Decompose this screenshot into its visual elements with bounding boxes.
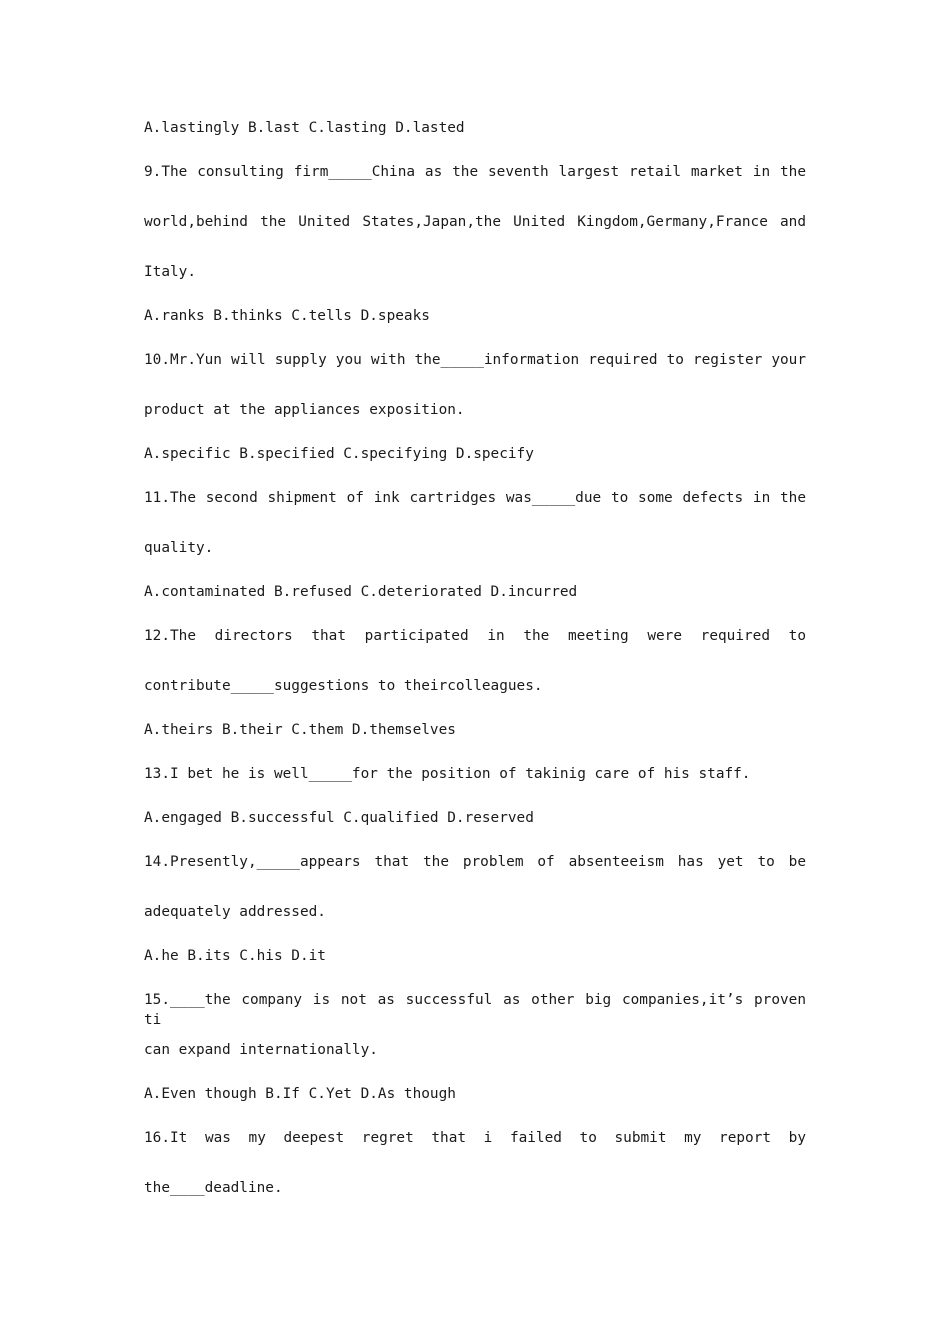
question-15-line-2: can expand internationally.: [144, 1042, 378, 1058]
options-line-15: A.Even though B.If C.Yet D.As though: [144, 1086, 456, 1102]
options-line-11: A.contaminated B.refused C.deteriorated D.incurred: [144, 584, 578, 600]
question-16-line-2: the____deadline.: [144, 1180, 283, 1196]
options-line-10: A.specific B.specified C.specifying D.specify: [144, 446, 534, 462]
question-10-line-1: 10.Mr.Yun will supply you with the_____information required to register your: [144, 352, 806, 368]
document-page: [144, 118, 806, 1198]
options-line-8: A.lastingly B.last C.lasting D.lasted: [144, 120, 465, 136]
question-10-line-2: product at the appliances exposition.: [144, 402, 465, 418]
question-11-line-1: 11.The second shipment of ink cartridges was_____due to some defects in the: [144, 490, 806, 506]
options-line-12: A.theirs B.their C.them D.themselves: [144, 722, 456, 738]
options-line-13: A.engaged B.successful C.qualified D.reserved: [144, 810, 534, 826]
options-line-9: A.ranks B.thinks C.tells D.speaks: [144, 308, 430, 324]
question-14-line-1: 14.Presently,_____appears that the problem of absenteeism has yet to be: [144, 854, 806, 870]
question-14-line-2: adequately addressed.: [144, 904, 326, 920]
question-15-line-1: 15.____the company is not as successful as other big companies,it’s proven ti: [144, 992, 806, 1028]
options-line-14: A.he B.its C.his D.it: [144, 948, 326, 964]
question-12-line-2: contribute_____suggestions to theircolleagues.: [144, 678, 543, 694]
question-11-line-2: quality.: [144, 540, 214, 556]
question-9-line-3: Italy.: [144, 264, 196, 280]
question-9-line-2: world,behind the United States,Japan,the United Kingdom,Germany,France and: [144, 214, 806, 230]
question-12-line-1: 12.The directors that participated in the meeting were required to: [144, 628, 806, 644]
question-13-line-1: 13.I bet he is well_____for the position of takinig care of his staff.: [144, 766, 751, 782]
question-16-line-1: 16.It was my deepest regret that i failed to submit my report by: [144, 1130, 806, 1146]
question-9-line-1: 9.The consulting firm_____China as the seventh largest retail market in the: [144, 164, 806, 180]
